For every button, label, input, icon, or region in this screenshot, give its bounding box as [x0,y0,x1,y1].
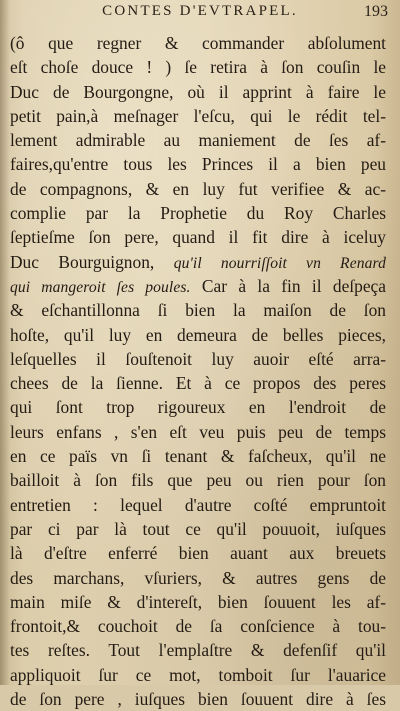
text-line [10,152,386,176]
text-line [10,31,386,55]
italic-run: qu'il nourriſſoit vn Renard [173,254,386,272]
text-line [10,201,386,225]
text-run: de ſon pere , iuſques bien ſouuent dire à ſes [10,689,386,710]
body-text [10,31,386,711]
italic-run: qui mangeroit ſes poules. [10,278,191,296]
text-run: entretien : lequel d'autre coſté empruntoit [10,494,386,515]
text-line [10,225,386,249]
text-line [10,663,386,687]
text-run: lement admirable au maniement de ſes af- [10,130,386,151]
text-line [10,55,386,79]
text-run: eſt choſe douce ! ) ſe retira à ſon couſin le [10,57,386,78]
text-line [10,541,386,565]
text-run: Duc Bourguignon, [10,251,174,272]
text-run: main miſe & d'intereſt, bien ſouuent les af- [10,591,386,612]
text-run: qui ſont trop rigoureux en l'endroit de [10,397,386,418]
text-line [10,250,386,274]
text-line [10,80,386,104]
page-number: 193 [364,3,388,20]
text-run: leſquelles il ſouſtenoit luy auoir eſté arra- [10,348,386,369]
text-run: & eſchantillonna ſi bien la maiſon de ſon [10,300,386,321]
text-line [10,566,386,590]
text-run: de compagnons, & en luy fut verifiee & ac- [10,178,386,199]
text-line [10,395,386,419]
page-header [0,3,400,27]
running-title: CONTES D'EVTRAPEL. [102,3,298,19]
text-line [10,274,386,298]
text-line [10,493,386,517]
text-run: frontoit,& couchoit de ſa conſcience à tou- [10,616,386,637]
gutter-shadow [0,0,10,685]
text-run: des marchans, vſuriers, & autres gens de [10,567,386,588]
text-line [10,298,386,322]
text-line [10,128,386,152]
text-line [10,638,386,662]
text-run: par ci par là tout ce qu'il pouuoit, iuſques [10,518,386,539]
text-run: tes reſtes. Tout l'emplaſtre & defenſif qu'il [10,640,386,661]
text-line [10,347,386,371]
text-run: appliquoit ſur ce mot, tomboit ſur l'auarice [10,664,386,685]
text-line [10,323,386,347]
text-run: Car à la fin il deſpeça [190,275,386,296]
text-run: complie par la Prophetie du Roy Charles [10,203,386,224]
text-line [10,420,386,444]
text-run: leurs enfans , s'en eſt veu puis peu de temps [10,421,386,442]
text-line [10,614,386,638]
text-line [10,177,386,201]
text-run: faires,qu'entre tous les Princes il a bien peu [10,154,386,175]
text-run: chees de la ſienne. Et à ce propos des peres [10,373,386,394]
text-line [10,444,386,468]
text-run: là d'eſtre enferré bien auant aux breuets [10,543,386,564]
text-line [10,104,386,128]
text-run: en ce païs vn ſi tenant & faſcheux, qu'il ne [10,446,386,467]
text-run: (ô que regner & commander abſolument [10,33,386,53]
text-line [10,590,386,614]
text-line [10,371,386,395]
text-run: bailloit à ſon fils que peu ou rien pour ſon [10,470,386,491]
text-line [10,468,386,492]
text-run: Duc de Bourgongne, où il apprint à faire le [10,81,386,102]
text-run: petit pain,à meſnager l'eſcu, qui le rédit tel- [10,105,386,126]
text-run: hoſte, qu'il luy en demeura de belles pieces, [10,324,386,345]
text-line [10,517,386,541]
text-line [10,687,386,711]
text-run: ſeptieſme ſon pere, quand il fit dire à iceluy [10,227,386,248]
